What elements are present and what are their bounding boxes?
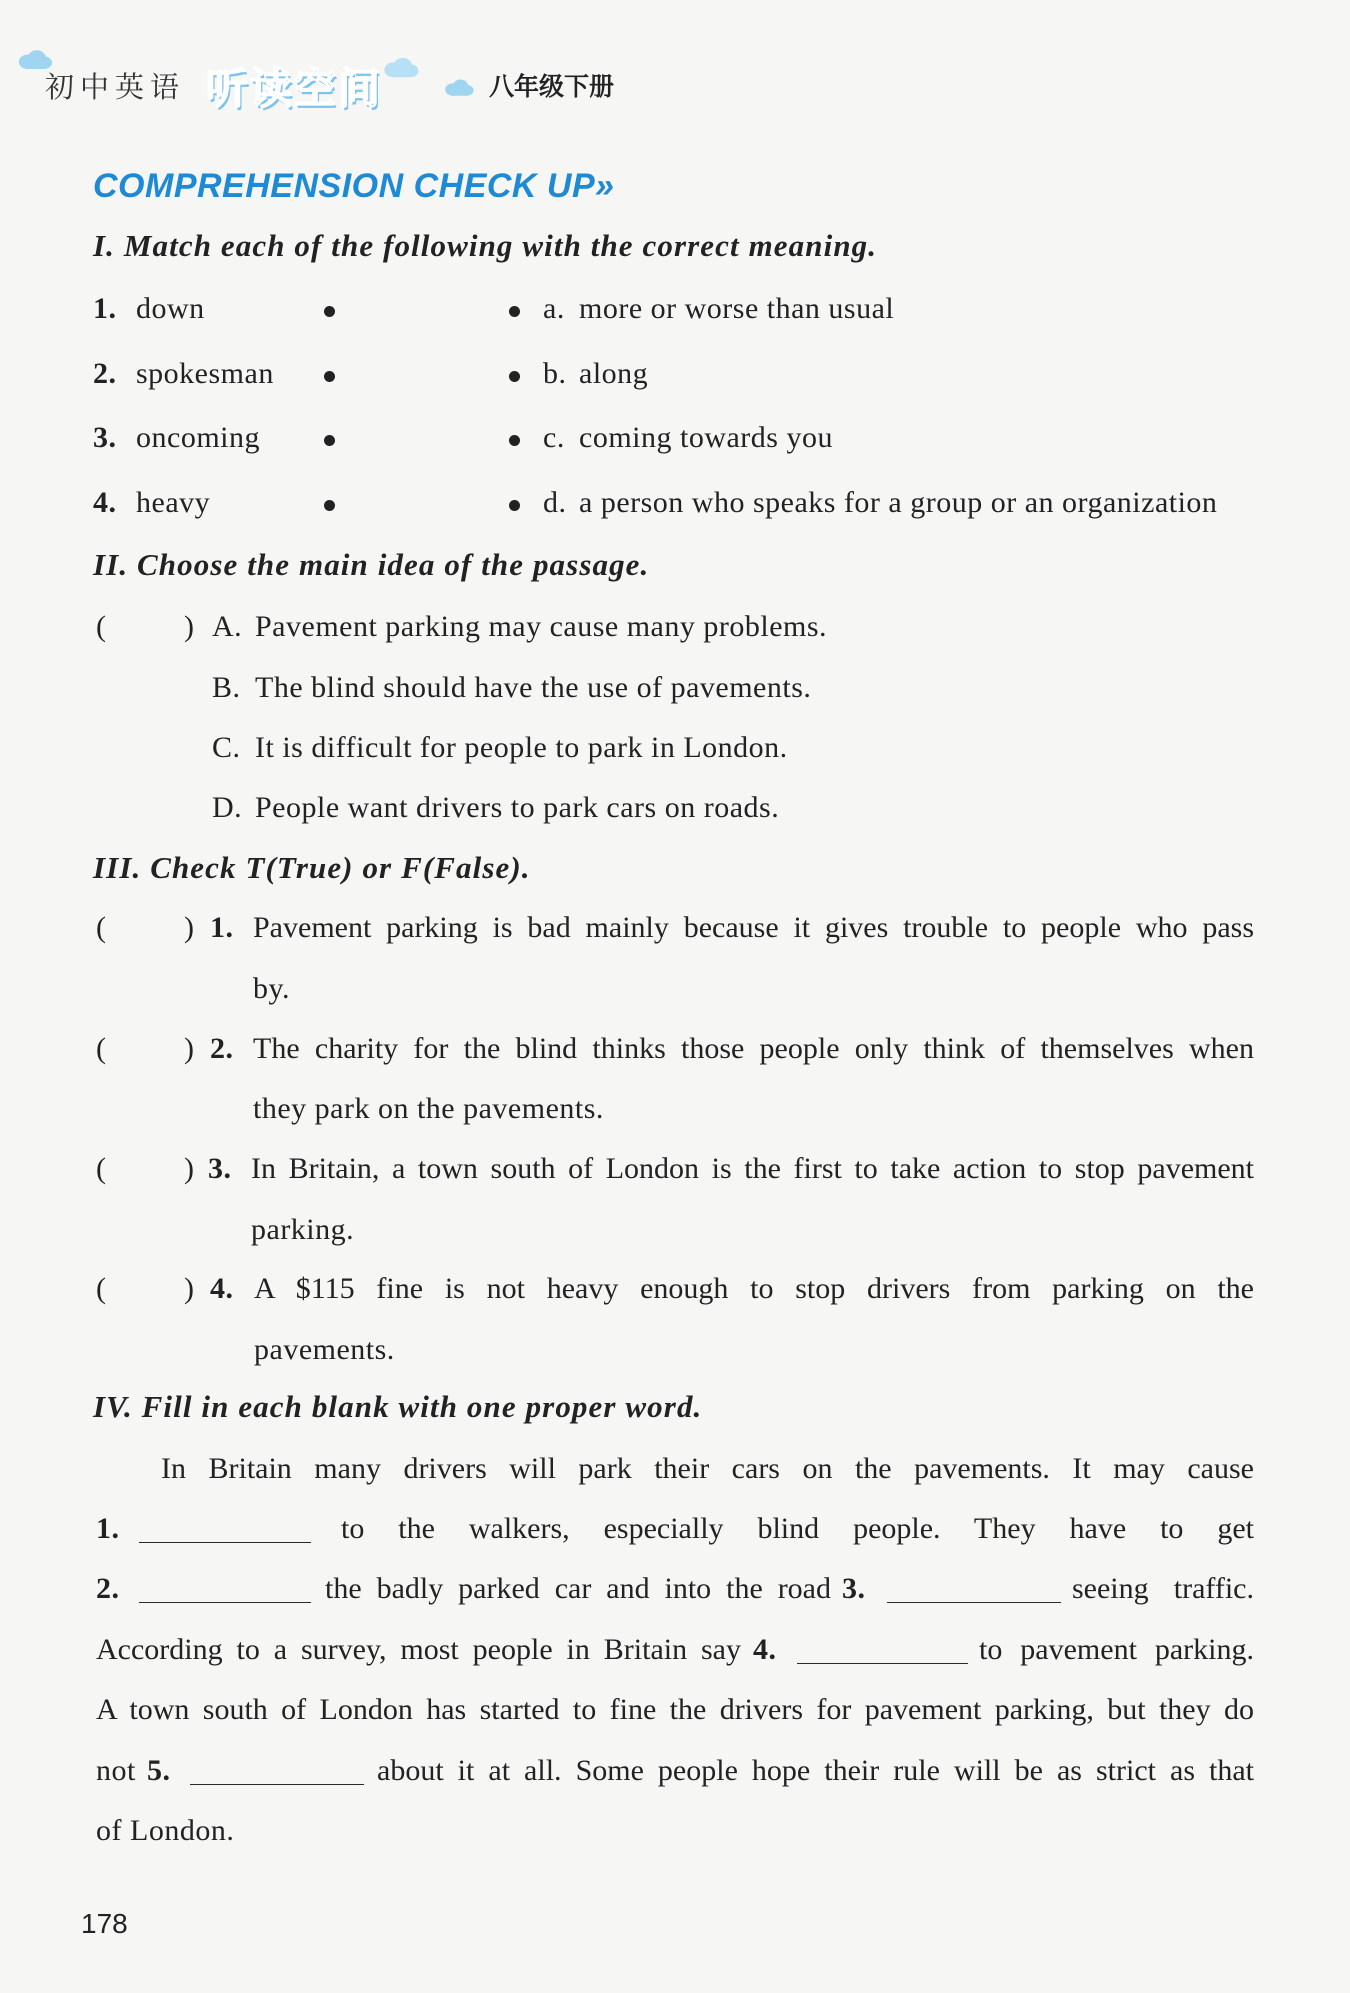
match-dot-left	[324, 500, 335, 511]
answer-bracket-open: (	[96, 1152, 107, 1185]
choice-text: It is difficult for people to park in London.	[255, 731, 788, 764]
option-text: coming towards you	[579, 421, 833, 454]
match-dot-right	[509, 435, 520, 446]
comprehension-heading	[93, 164, 653, 208]
page-number: 178	[81, 1908, 128, 1939]
choice-letter: A.	[212, 610, 243, 643]
item-number: 3.	[93, 421, 117, 454]
passage-text: seeing traffic.	[1072, 1572, 1254, 1605]
passage-line	[0, 1569, 1350, 1609]
passage-line	[0, 1690, 1350, 1730]
item-number: 4.	[93, 486, 117, 519]
match-dot-left	[324, 435, 335, 446]
match-word: heavy	[136, 486, 211, 519]
passage-text: of London.	[96, 1814, 235, 1847]
answer-bracket-open: (	[96, 1272, 107, 1305]
section-2-title: II. Choose the main idea of the passage.	[93, 547, 650, 582]
passage-line	[0, 1630, 1350, 1670]
choice-row	[0, 788, 1350, 828]
answer-bracket-open: (	[96, 911, 107, 944]
blank-number: 1.	[96, 1512, 120, 1545]
passage-line	[0, 1449, 1350, 1489]
statement-text: The charity for the blind thinks those people only think of themselves when	[253, 1032, 1254, 1065]
item-number: 1.	[93, 292, 117, 325]
passage-text: to pavement parking.	[979, 1633, 1254, 1666]
option-letter: c.	[543, 421, 565, 454]
answer-bracket-close: )	[184, 1032, 195, 1065]
match-dot-right	[509, 371, 520, 382]
true-false-row	[0, 1029, 1350, 1069]
passage-text: to the walkers, especially blind people. They have to get	[341, 1512, 1254, 1545]
match-row	[0, 289, 1350, 329]
blank-number: 2.	[96, 1572, 120, 1605]
statement-text: In Britain, a town south of London is the first to take action to stop pavement	[251, 1152, 1254, 1185]
blank-number: 5.	[147, 1754, 171, 1787]
match-dot-right	[509, 500, 520, 511]
statement-number: 2.	[210, 1032, 234, 1065]
answer-bracket-close: )	[184, 1152, 195, 1185]
passage-text: not	[96, 1754, 136, 1787]
answer-bracket-open: (	[96, 610, 107, 643]
option-letter: d.	[543, 486, 567, 519]
statement-number: 4.	[210, 1272, 234, 1305]
option-text: a person who speaks for a group or an organization	[579, 486, 1218, 519]
choice-text: Pavement parking may cause many problems.	[255, 610, 828, 643]
cloud-icon	[441, 78, 477, 98]
answer-bracket-open: (	[96, 1032, 107, 1065]
match-word: down	[136, 292, 205, 325]
blank-number: 3.	[842, 1572, 866, 1605]
statement-text: by.	[253, 972, 291, 1005]
statement-continuation	[0, 1089, 1350, 1129]
choice-letter: D.	[212, 791, 243, 824]
statement-continuation	[0, 1210, 1350, 1250]
choice-row	[0, 668, 1350, 708]
item-number: 2.	[93, 357, 117, 390]
passage-text: In Britain many drivers will park their cars on the pavements. It may cause	[161, 1452, 1254, 1485]
match-dot-right	[509, 306, 520, 317]
option-letter: b.	[543, 357, 567, 390]
answer-blank	[139, 1569, 311, 1603]
cloud-icon	[378, 56, 424, 80]
statement-number: 3.	[208, 1152, 232, 1185]
section-3-title: III. Check T(True) or F(False).	[93, 850, 531, 885]
passage-text: According to a survey, most people in Britain say	[96, 1633, 741, 1666]
heading-title: COMPREHENSION CHECK UP	[93, 167, 596, 205]
choice-row	[0, 607, 1350, 647]
passage-line	[0, 1751, 1350, 1791]
passage-text: A town south of London has started to fine the drivers for pavement parking, but they do	[96, 1693, 1254, 1726]
answer-blank	[797, 1630, 968, 1664]
answer-bracket-close: )	[184, 1272, 195, 1305]
statement-text: pavements.	[254, 1333, 395, 1366]
choice-letter: B.	[212, 671, 241, 704]
passage-line	[0, 1811, 1350, 1851]
double-chevron-icon: »	[595, 167, 615, 205]
answer-bracket-close: )	[184, 911, 195, 944]
match-word: oncoming	[136, 421, 260, 454]
true-false-row	[0, 1149, 1350, 1189]
match-row	[0, 483, 1350, 523]
section-1-title: I. Match each of the following with the correct meaning.	[93, 228, 878, 263]
option-text: along	[579, 357, 649, 390]
match-dot-left	[324, 306, 335, 317]
blank-number: 4.	[753, 1633, 777, 1666]
passage-text: the badly parked car and into the road	[325, 1572, 831, 1605]
choice-text: People want drivers to park cars on roads.	[255, 791, 780, 824]
match-dot-left	[324, 371, 335, 382]
grade-label: 八年级下册	[489, 72, 615, 101]
true-false-row	[0, 908, 1350, 948]
series-title: 初中英语	[45, 70, 186, 104]
statement-text: A $115 fine is not heavy enough to stop drivers from parking on the	[254, 1272, 1254, 1305]
answer-blank	[887, 1569, 1061, 1603]
statement-text: they park on the pavements.	[253, 1092, 604, 1125]
choice-letter: C.	[212, 731, 241, 764]
section-4-title: IV. Fill in each blank with one proper word.	[93, 1389, 703, 1424]
statement-continuation	[0, 969, 1350, 1009]
brand-logo: 听读空间	[206, 64, 383, 113]
option-letter: a.	[543, 292, 565, 325]
statement-number: 1.	[210, 911, 234, 944]
option-text: more or worse than usual	[579, 292, 895, 325]
match-word: spokesman	[136, 357, 274, 390]
choice-text: The blind should have the use of pavements.	[255, 671, 812, 704]
statement-text: Pavement parking is bad mainly because it gives trouble to people who pass	[253, 911, 1254, 944]
true-false-row	[0, 1269, 1350, 1309]
match-row	[0, 354, 1350, 394]
choice-row	[0, 728, 1350, 768]
statement-text: parking.	[251, 1213, 355, 1246]
statement-continuation	[0, 1330, 1350, 1370]
answer-blank	[190, 1751, 364, 1785]
passage-text: about it at all. Some people hope their rule will be as strict as that	[377, 1754, 1254, 1787]
passage-line	[0, 1509, 1350, 1549]
answer-bracket-close: )	[184, 610, 195, 643]
answer-blank	[139, 1509, 311, 1543]
match-row	[0, 418, 1350, 458]
